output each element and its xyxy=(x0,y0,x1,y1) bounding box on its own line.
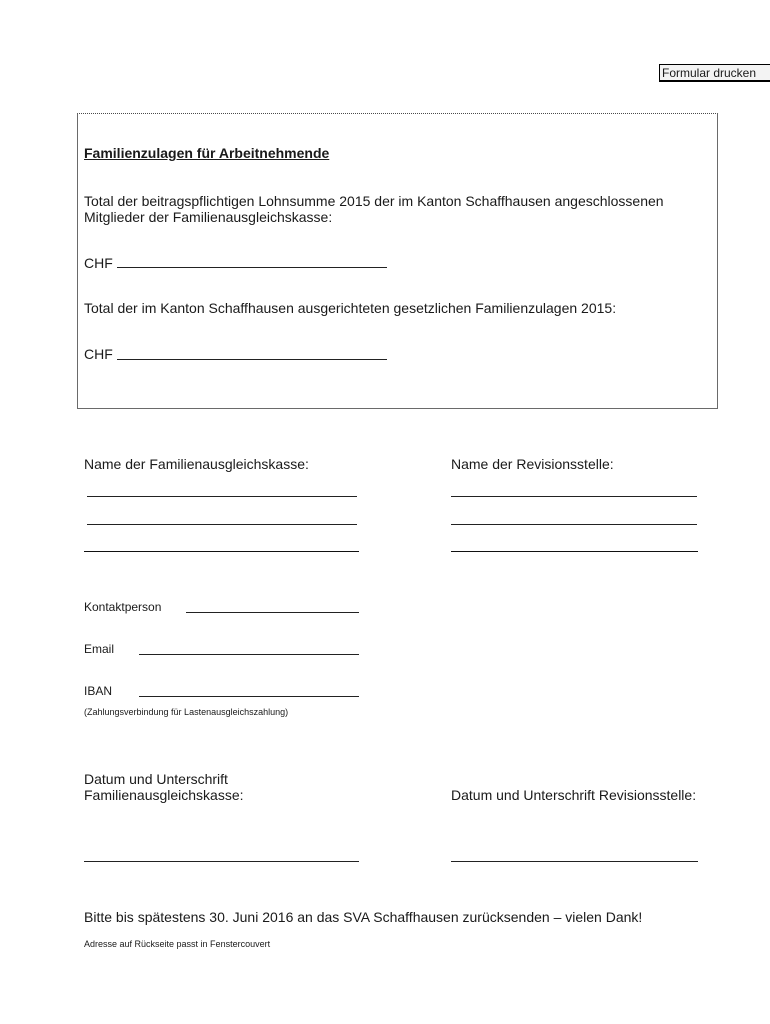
payroll-question-line-2: Mitglieder der Familienausgleichskasse: xyxy=(84,209,333,225)
print-form-button[interactable]: Formular drucken xyxy=(659,64,770,82)
chf-label-payroll: CHF xyxy=(84,255,113,271)
fund-signature-field[interactable] xyxy=(84,861,359,862)
allowance-question: Total der im Kanton Schaffhausen ausgerichteten gesetzlichen Familienzulagen 2015: xyxy=(84,300,617,316)
auditor-name-field-2[interactable] xyxy=(451,524,697,525)
auditor-name-field-1[interactable] xyxy=(451,496,697,497)
address-window-note: Adresse auf Rückseite passt in Fenstercouvert xyxy=(84,939,271,949)
contact-person-field[interactable] xyxy=(186,612,359,613)
fund-signature-label-line-2: Familienausgleichskasse: xyxy=(84,787,244,803)
chf-payroll-field[interactable] xyxy=(117,267,387,268)
email-label: Email xyxy=(84,642,115,656)
payroll-question-line-1: Total der beitragspflichtigen Lohnsumme 2015 der im Kanton Schaffhausen angeschlossenen xyxy=(84,193,664,209)
fund-name-field-1[interactable] xyxy=(87,496,357,497)
fund-name-label: Name der Familienausgleichskasse: xyxy=(84,456,309,472)
fund-signature-label-line-1: Datum und Unterschrift xyxy=(84,771,228,787)
fund-name-field-3[interactable] xyxy=(84,551,359,552)
chf-label-allowances: CHF xyxy=(84,346,113,362)
auditor-signature-field[interactable] xyxy=(451,861,698,862)
chf-allowances-field[interactable] xyxy=(117,359,387,360)
fund-name-field-2[interactable] xyxy=(87,524,357,525)
auditor-name-label: Name der Revisionsstelle: xyxy=(451,456,614,472)
iban-label: IBAN xyxy=(84,684,113,698)
email-field[interactable] xyxy=(139,654,359,655)
iban-note: (Zahlungsverbindung für Lastenausgleichszahlung) xyxy=(84,707,289,717)
auditor-name-field-3[interactable] xyxy=(451,551,698,552)
iban-field[interactable] xyxy=(139,696,359,697)
auditor-signature-label: Datum und Unterschrift Revisionsstelle: xyxy=(451,787,697,803)
return-deadline-note: Bitte bis spätestens 30. Juni 2016 an das SVA Schaffhausen zurücksenden – vielen Dank! xyxy=(84,909,643,925)
contact-person-label: Kontaktperson xyxy=(84,600,162,614)
form-title: Familienzulagen für Arbeitnehmende xyxy=(84,145,330,161)
